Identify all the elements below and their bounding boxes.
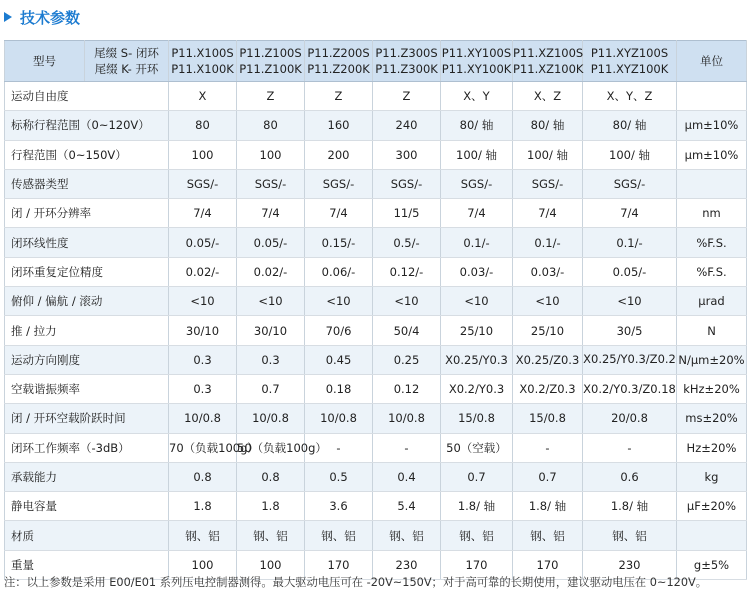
- table-cell: 0.5: [305, 462, 373, 491]
- table-cell: 钢、铝: [513, 521, 583, 550]
- table-cell: <10: [373, 287, 441, 316]
- table-cell: 50（空载）: [441, 433, 513, 462]
- row-label: 标称行程范围（0~120V）: [5, 111, 169, 140]
- table-cell: 1.8/ 轴: [513, 492, 583, 521]
- table-cell: 0.12: [373, 374, 441, 403]
- table-row: [5, 404, 747, 433]
- row-label: 行程范围（0~150V）: [5, 140, 169, 169]
- table-cell: 0.7: [513, 462, 583, 491]
- unit-cell: μrad: [677, 287, 747, 316]
- table-cell: SGS/-: [441, 169, 513, 198]
- table-cell: 7/4: [583, 199, 677, 228]
- table-cell: <10: [305, 287, 373, 316]
- table-cell: -: [513, 433, 583, 462]
- table-row: [5, 374, 747, 403]
- table-cell: -: [373, 433, 441, 462]
- table-cell: 0.12/-: [373, 257, 441, 286]
- product-model-open: P11.XYZ100K: [590, 62, 669, 76]
- unit-cell: g±5%: [677, 550, 747, 579]
- table-cell: 10/0.8: [373, 404, 441, 433]
- section-title: 技术参数: [20, 8, 81, 27]
- table-cell: 170: [305, 550, 373, 579]
- table-cell: 1.8/ 轴: [441, 492, 513, 521]
- product-model-closed: P11.Z200S: [307, 46, 370, 60]
- triangle-right-icon: [4, 12, 12, 22]
- table-cell: <10: [169, 287, 237, 316]
- product-model-closed: P11.X100S: [171, 46, 234, 60]
- table-cell: Z: [305, 82, 373, 111]
- header-cable-closed: 尾缀 S- 闭环: [94, 46, 159, 60]
- table-cell: 0.8: [237, 462, 305, 491]
- table-cell: 230: [583, 550, 677, 579]
- table-cell: <10: [513, 287, 583, 316]
- table-cell: SGS/-: [373, 169, 441, 198]
- header-unit: 单位: [677, 41, 747, 82]
- table-cell: 170: [513, 550, 583, 579]
- table-cell: X0.2/Y0.3: [441, 374, 513, 403]
- table-cell: 0.6: [583, 462, 677, 491]
- row-label: 静电容量: [5, 492, 169, 521]
- unit-cell: μm±10%: [677, 140, 747, 169]
- table-cell: 7/4: [305, 199, 373, 228]
- row-label: 推 / 拉力: [5, 316, 169, 345]
- table-cell: 0.06/-: [305, 257, 373, 286]
- table-cell: 7/4: [513, 199, 583, 228]
- product-model-open: P11.XY100K: [441, 62, 512, 76]
- row-label: 俯仰 / 偏航 / 滚动: [5, 287, 169, 316]
- table-cell: 100/ 轴: [513, 140, 583, 169]
- table-cell: 0.15/-: [305, 228, 373, 257]
- table-row: [5, 199, 747, 228]
- table-row: [5, 521, 747, 550]
- table-cell: SGS/-: [237, 169, 305, 198]
- table-cell: 25/10: [441, 316, 513, 345]
- table-cell: 钢、铝: [373, 521, 441, 550]
- table-cell: X、Y、Z: [583, 82, 677, 111]
- table-cell: X、Y: [441, 82, 513, 111]
- table-cell: 100: [169, 140, 237, 169]
- product-model-open: P11.Z200K: [307, 62, 370, 76]
- table-cell: 70/6: [305, 316, 373, 345]
- row-label: 闭环工作频率（-3dB）: [5, 433, 169, 462]
- product-model-closed: P11.Z300S: [375, 46, 438, 60]
- table-cell: 30/10: [169, 316, 237, 345]
- table-cell: 7/4: [441, 199, 513, 228]
- table-row: [5, 316, 747, 345]
- header-product: [237, 41, 305, 82]
- table-row: [5, 82, 747, 111]
- table-cell: 0.03/-: [441, 257, 513, 286]
- table-cell: 0.05/-: [583, 257, 677, 286]
- unit-cell: Hz±20%: [677, 433, 747, 462]
- table-cell: X0.25/Y0.3/Z0.2: [583, 345, 677, 374]
- table-cell: 100: [169, 550, 237, 579]
- table-cell: 100: [237, 550, 305, 579]
- unit-cell: [677, 521, 747, 550]
- table-cell: 钢、铝: [305, 521, 373, 550]
- header-cable-open: 尾缀 K- 开环: [94, 62, 159, 76]
- table-cell: 70（负载100g）: [169, 433, 237, 462]
- product-model-open: P11.Z300K: [375, 62, 438, 76]
- row-label: 运动方向刚度: [5, 345, 169, 374]
- unit-cell: μm±10%: [677, 111, 747, 140]
- product-model-closed: P11.XY100S: [441, 46, 512, 60]
- table-cell: 0.3: [169, 345, 237, 374]
- table-cell: 100/ 轴: [441, 140, 513, 169]
- table-cell: 0.25: [373, 345, 441, 374]
- table-cell: X0.25/Z0.3: [513, 345, 583, 374]
- table-row: [5, 228, 747, 257]
- table-cell: 80/ 轴: [441, 111, 513, 140]
- table-cell: 0.4: [373, 462, 441, 491]
- table-cell: X0.2/Z0.3: [513, 374, 583, 403]
- unit-cell: N/μm±20%: [677, 345, 747, 374]
- header-model: 型号: [5, 41, 85, 82]
- table-cell: 钢、铝: [583, 521, 677, 550]
- table-cell: 7/4: [169, 199, 237, 228]
- table-cell: 80/ 轴: [513, 111, 583, 140]
- table-cell: 0.5/-: [373, 228, 441, 257]
- row-label: 闭环重复定位精度: [5, 257, 169, 286]
- header-product: [513, 41, 583, 82]
- table-cell: 230: [373, 550, 441, 579]
- table-row: [5, 111, 747, 140]
- table-cell: 0.02/-: [169, 257, 237, 286]
- table-cell: SGS/-: [169, 169, 237, 198]
- table-cell: 160: [305, 111, 373, 140]
- header-product: [373, 41, 441, 82]
- product-model-open: P11.XZ100K: [513, 62, 584, 76]
- header-product: [305, 41, 373, 82]
- section-header: [0, 0, 750, 34]
- table-cell: X0.2/Y0.3/Z0.18: [583, 374, 677, 403]
- row-label: 材质: [5, 521, 169, 550]
- unit-cell: %F.S.: [677, 257, 747, 286]
- specification-table: [4, 40, 747, 580]
- table-row: [5, 287, 747, 316]
- table-cell: X0.25/Y0.3: [441, 345, 513, 374]
- table-cell: 0.1/-: [441, 228, 513, 257]
- table-cell: 0.7: [237, 374, 305, 403]
- table-cell: 0.03/-: [513, 257, 583, 286]
- table-cell: 0.1/-: [513, 228, 583, 257]
- table-cell: 240: [373, 111, 441, 140]
- table-cell: 10/0.8: [305, 404, 373, 433]
- table-cell: 钢、铝: [169, 521, 237, 550]
- row-label: 运动自由度: [5, 82, 169, 111]
- table-body: [5, 82, 747, 580]
- row-label: 承载能力: [5, 462, 169, 491]
- table-cell: 300: [373, 140, 441, 169]
- table-row: [5, 345, 747, 374]
- row-label: 闭 / 开环空载阶跃时间: [5, 404, 169, 433]
- table-cell: X、Z: [513, 82, 583, 111]
- table-cell: 170: [441, 550, 513, 579]
- table-cell: 50（负载100g）: [237, 433, 305, 462]
- table-cell: 0.3: [169, 374, 237, 403]
- table-cell: 1.8/ 轴: [583, 492, 677, 521]
- table-cell: 1.8: [237, 492, 305, 521]
- product-model-open: P11.Z100K: [239, 62, 302, 76]
- table-cell: 10/0.8: [237, 404, 305, 433]
- table-row: [5, 462, 747, 491]
- table-cell: 20/0.8: [583, 404, 677, 433]
- table-cell: 钢、铝: [237, 521, 305, 550]
- table-cell: Z: [373, 82, 441, 111]
- table-cell: Z: [237, 82, 305, 111]
- table-cell: 0.3: [237, 345, 305, 374]
- unit-cell: %F.S.: [677, 228, 747, 257]
- table-cell: 80/ 轴: [583, 111, 677, 140]
- table-cell: SGS/-: [583, 169, 677, 198]
- table-cell: 200: [305, 140, 373, 169]
- table-cell: 100: [237, 140, 305, 169]
- table-cell: 0.8: [169, 462, 237, 491]
- table-row: [5, 140, 747, 169]
- header-cable-suffix: [85, 41, 169, 82]
- table-cell: 100/ 轴: [583, 140, 677, 169]
- unit-cell: kHz±20%: [677, 374, 747, 403]
- unit-cell: [677, 82, 747, 111]
- table-cell: SGS/-: [305, 169, 373, 198]
- table-cell: 30/10: [237, 316, 305, 345]
- table-cell: 5.4: [373, 492, 441, 521]
- table-cell: 1.8: [169, 492, 237, 521]
- unit-cell: nm: [677, 199, 747, 228]
- footnote: 注：以上参数是采用 E00/E01 系列压电控制器测得。最大驱动电压可在 -20V~150V；对于高可靠的长期使用，建议驱动电压在 0~120V。: [4, 576, 708, 589]
- row-label: 空载谐振频率: [5, 374, 169, 403]
- table-cell: 0.05/-: [169, 228, 237, 257]
- table-row: [5, 169, 747, 198]
- table-cell: 7/4: [237, 199, 305, 228]
- table-cell: 0.02/-: [237, 257, 305, 286]
- table-cell: 11/5: [373, 199, 441, 228]
- table-row: [5, 492, 747, 521]
- table-cell: <10: [583, 287, 677, 316]
- table-cell: 3.6: [305, 492, 373, 521]
- table-cell: 30/5: [583, 316, 677, 345]
- table-cell: -: [583, 433, 677, 462]
- unit-cell: [677, 169, 747, 198]
- product-model-closed: P11.XZ100S: [513, 46, 584, 60]
- table-cell: 15/0.8: [441, 404, 513, 433]
- table-cell: 0.45: [305, 345, 373, 374]
- table-cell: 钢、铝: [441, 521, 513, 550]
- unit-cell: ms±20%: [677, 404, 747, 433]
- table-row: [5, 433, 747, 462]
- table-cell: 0.18: [305, 374, 373, 403]
- row-label: 传感器类型: [5, 169, 169, 198]
- table-cell: <10: [441, 287, 513, 316]
- table-cell: 10/0.8: [169, 404, 237, 433]
- row-label: 重量: [5, 550, 169, 579]
- table-cell: -: [305, 433, 373, 462]
- unit-cell: kg: [677, 462, 747, 491]
- header-product: [441, 41, 513, 82]
- table-cell: <10: [237, 287, 305, 316]
- unit-cell: μF±20%: [677, 492, 747, 521]
- unit-cell: N: [677, 316, 747, 345]
- table-cell: 0.05/-: [237, 228, 305, 257]
- row-label: 闭 / 开环分辨率: [5, 199, 169, 228]
- table-cell: 50/4: [373, 316, 441, 345]
- table-cell: 0.1/-: [583, 228, 677, 257]
- table-cell: X: [169, 82, 237, 111]
- product-model-open: P11.X100K: [171, 62, 234, 76]
- header-product: [169, 41, 237, 82]
- product-model-closed: P11.XYZ100S: [590, 46, 669, 60]
- table-cell: 25/10: [513, 316, 583, 345]
- table-cell: SGS/-: [513, 169, 583, 198]
- table-cell: 0.7: [441, 462, 513, 491]
- table-header-row: [5, 41, 747, 82]
- header-product: [583, 41, 677, 82]
- product-model-closed: P11.Z100S: [239, 46, 302, 60]
- table-cell: 15/0.8: [513, 404, 583, 433]
- table-cell: 80: [169, 111, 237, 140]
- table-row: [5, 257, 747, 286]
- row-label: 闭环线性度: [5, 228, 169, 257]
- table-cell: 80: [237, 111, 305, 140]
